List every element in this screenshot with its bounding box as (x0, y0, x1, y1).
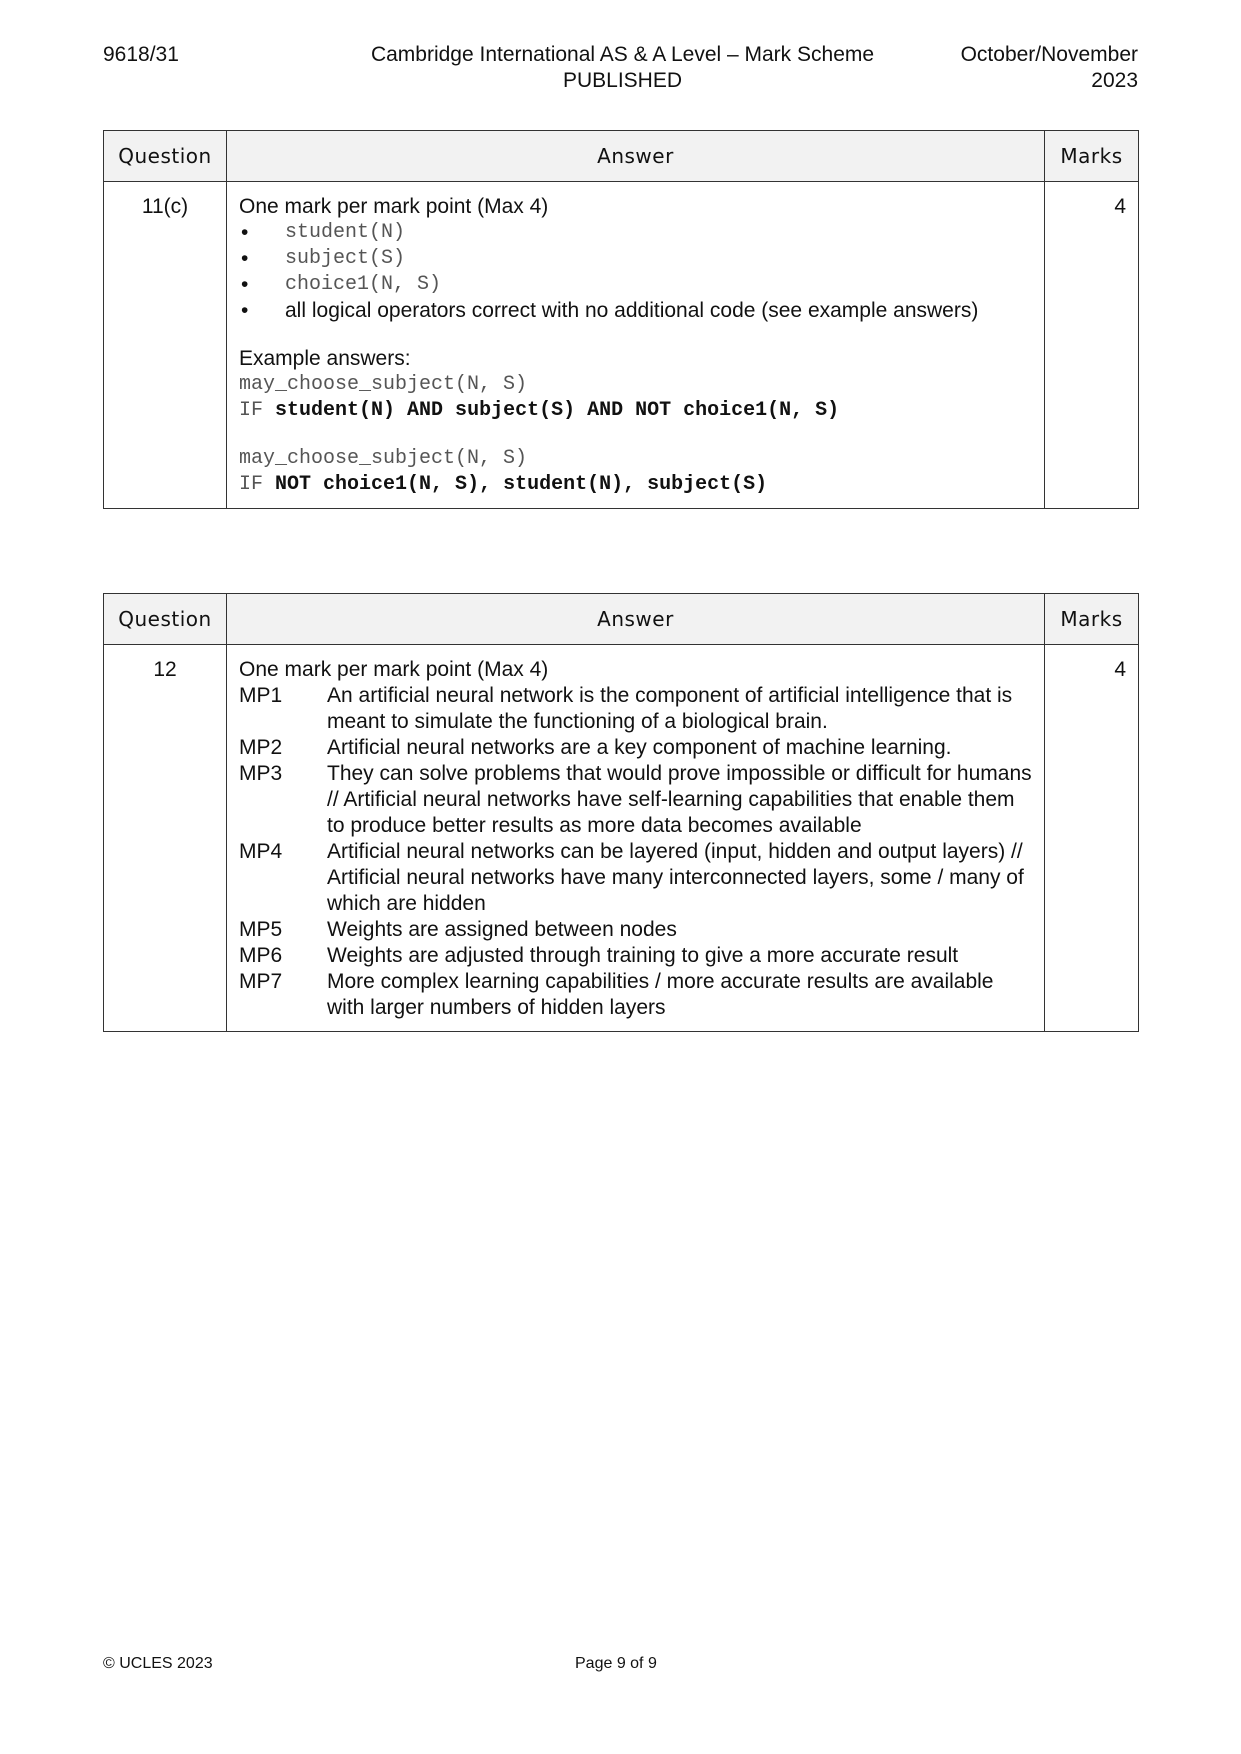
table-header-row (104, 594, 1139, 645)
title-line-2: PUBLISHED (562, 69, 683, 92)
answer-intro: One mark per mark point (Max 4) (239, 195, 549, 218)
mark-point (239, 683, 1032, 735)
answer-intro: One mark per mark point (Max 4) (239, 658, 549, 681)
mark-point-text: Weights are assigned between nodes (327, 918, 677, 941)
mark-point (239, 943, 1032, 969)
marks-header: Marks (1045, 131, 1139, 182)
mark-point-text: They can solve problems that would prove impossible or difficult for humans // Artificial neural networks have self-learning capabilities that enable them to produce better results as more data becomes available (327, 762, 1032, 837)
rule-body: student(N) AND subject(S) AND NOT choice1(N, S) (275, 399, 840, 422)
session-line-1: October/November (960, 43, 1138, 66)
mark-point-text: An artificial neural network is the component of artificial intelligence that is meant to simulate the functioning of a biological brain. (327, 684, 1013, 733)
question-number: 11(c) (104, 182, 227, 509)
marks-value: 4 (1045, 182, 1139, 509)
question-header: Question (104, 594, 227, 645)
mark-point-text: Weights are adjusted through training to give a more accurate result (327, 944, 959, 967)
document-title (330, 42, 915, 94)
if-keyword: IF (239, 473, 264, 496)
mark-point-label: MP7 (239, 970, 283, 993)
exam-session (961, 42, 1138, 94)
mark-scheme-table-12 (103, 593, 1139, 1032)
copyright-notice: © UCLES 2023 (103, 1655, 213, 1672)
mark-point-label: MP3 (239, 762, 283, 785)
mark-point-label: MP6 (239, 944, 283, 967)
bullet-item (239, 246, 1032, 272)
if-keyword: IF (239, 399, 264, 422)
mark-point-label: MP5 (239, 918, 283, 941)
bullet-icon: • (241, 247, 249, 270)
question-header: Question (104, 131, 227, 182)
answer-cell (227, 182, 1045, 509)
bullet-text: all logical operators correct with no additional code (see example answers) (285, 299, 979, 322)
mark-point-text: Artificial neural networks are a key component of machine learning. (327, 736, 952, 759)
example-1-rule (239, 398, 1032, 424)
mark-point (239, 839, 1032, 917)
bullet-item (239, 220, 1032, 246)
bullet-icon: • (241, 273, 249, 296)
answer-cell (227, 645, 1045, 1032)
title-line-1: Cambridge International AS & A Level – Mark Scheme (370, 43, 875, 66)
mark-point-label: MP1 (239, 684, 283, 707)
mark-point-text: Artificial neural networks can be layered (input, hidden and output layers) // Artificial neural networks have many interconnected layers, some / many of which are hidden (327, 840, 1024, 915)
bullet-item (239, 272, 1032, 298)
mark-point-label: MP2 (239, 736, 283, 759)
question-number: 12 (104, 645, 227, 1032)
page-number: Page 9 of 9 (575, 1655, 657, 1672)
bullet-code: subject(S) (285, 247, 406, 270)
mark-point-text: More complex learning capabilities / more accurate results are available with larger numbers of hidden layers (327, 970, 994, 1019)
example-2-rule (239, 472, 1032, 498)
table-row (104, 182, 1139, 509)
mark-point (239, 735, 1032, 761)
bullet-icon: • (241, 221, 249, 244)
marks-header: Marks (1045, 594, 1139, 645)
answer-header: Answer (227, 594, 1045, 645)
bullet-code: choice1(N, S) (285, 273, 442, 296)
mark-point (239, 761, 1032, 839)
bullet-code: student(N) (285, 221, 406, 244)
mark-point (239, 969, 1032, 1021)
example-heading: Example answers: (239, 347, 411, 370)
paper-code: 9618/31 (103, 43, 179, 66)
example-2-head: may_choose_subject(N, S) (239, 447, 528, 470)
mark-point-label: MP4 (239, 840, 283, 863)
example-1-head: may_choose_subject(N, S) (239, 373, 528, 396)
table-header-row (104, 131, 1139, 182)
marks-value: 4 (1045, 645, 1139, 1032)
bullet-icon: • (241, 299, 249, 322)
bullet-item (239, 298, 1032, 324)
answer-header: Answer (227, 131, 1045, 182)
rule-body: NOT choice1(N, S), student(N), subject(S) (275, 473, 768, 496)
mark-scheme-table-11c (103, 130, 1139, 509)
mark-point (239, 917, 1032, 943)
table-row (104, 645, 1139, 1032)
session-line-2: 2023 (1091, 69, 1138, 92)
